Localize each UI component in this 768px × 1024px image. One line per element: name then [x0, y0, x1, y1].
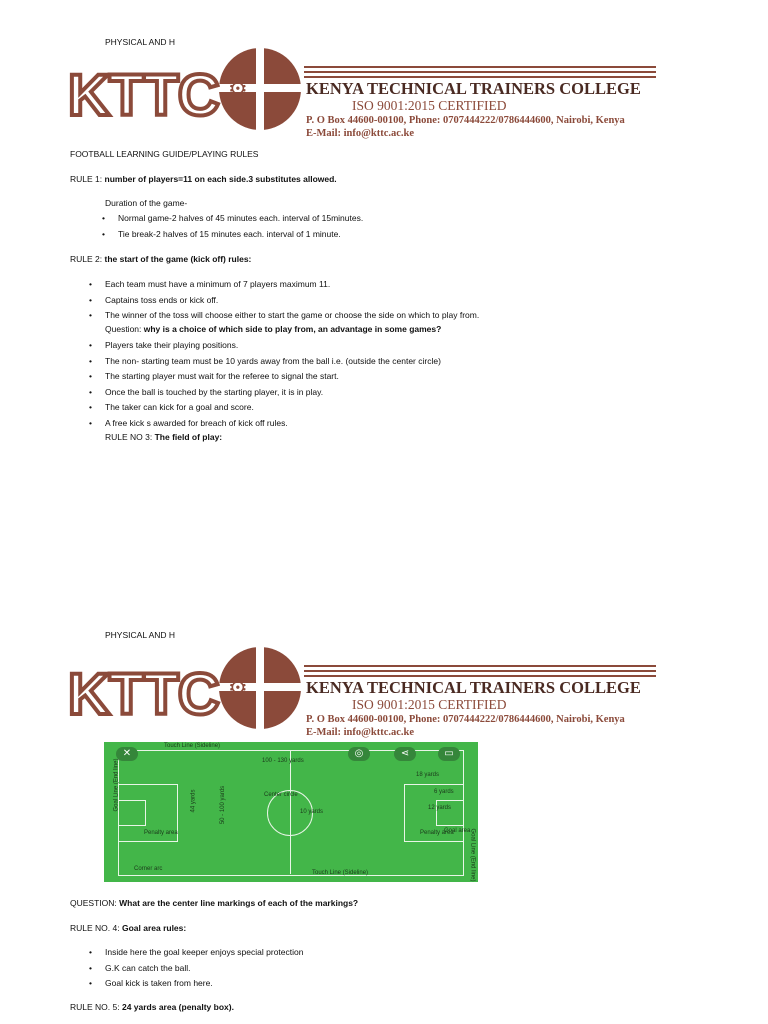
- college-address: P. O Box 44600-00100, Phone: 0707444222/0786444600, Nairobi, Kenya: [306, 714, 625, 725]
- college-name: KENYA TECHNICAL TRAINERS COLLEGE: [306, 79, 641, 98]
- iso-certification: ISO 9001:2015 CERTIFIED: [352, 98, 507, 113]
- six-yards-label: 6 yards: [434, 789, 454, 795]
- rule-5: [70, 1001, 234, 1013]
- list-item-text: Inside here the goal keeper enjoys special protection: [105, 947, 304, 957]
- list-item-text: Each team must have a minimum of 7 players maximum 11.: [105, 279, 331, 289]
- twelve-yards-label: 12 yards: [428, 805, 452, 811]
- question-text: why is a choice of which side to play from, an advantage in some games?: [143, 324, 442, 334]
- iso-certification: ISO 9001:2015 CERTIFIED: [352, 697, 507, 712]
- rule-text: The field of play:: [154, 432, 223, 442]
- college-name: KENYA TECHNICAL TRAINERS COLLEGE: [306, 678, 641, 697]
- list-item-text: Captains toss ends or kick off.: [105, 294, 219, 305]
- center-circle-label: Center circle: [264, 792, 298, 798]
- letterhead-rule: [304, 665, 656, 678]
- touch-line-label: Touch Line (Sideline): [164, 743, 221, 749]
- logo-text: KTTC: [68, 662, 219, 727]
- duration-heading: Duration of the game-: [105, 198, 188, 208]
- list-item: [89, 386, 441, 402]
- penalty-area-label: Penalty area: [420, 830, 454, 836]
- question-label: QUESTION:: [70, 898, 120, 908]
- question-2: [70, 897, 358, 909]
- goal-area-right: [436, 800, 464, 826]
- rule-2: [70, 253, 251, 265]
- list-item: [89, 962, 303, 978]
- list-item-text: Players take their playing positions.: [105, 340, 239, 350]
- gear-icon: ⚙: [228, 675, 248, 700]
- list-item-text: The taker can kick for a goal and score.: [105, 402, 254, 412]
- question-label: Question:: [105, 324, 144, 334]
- list-item-text: A free kick s awarded for breach of kick off rules.: [105, 417, 288, 428]
- list-item: [102, 212, 363, 228]
- goal-line-label: Goal Line (End line): [113, 758, 120, 812]
- football-field-diagram: [104, 742, 478, 882]
- list-item: [89, 417, 441, 433]
- list-item: [89, 355, 441, 371]
- question-1: [105, 323, 441, 335]
- college-address: P. O Box 44600-00100, Phone: 0707444222/0786444600, Nairobi, Kenya: [306, 115, 625, 126]
- rule-label: RULE NO 3:: [105, 432, 155, 442]
- rule-text: 24 yards area (penalty box).: [121, 1002, 234, 1012]
- list-item-text: The non- starting team must be 10 yards away from the ball i.e. (outside the center circle): [105, 355, 441, 366]
- list-item-text: Normal game-2 halves of 45 minutes each. interval of 15minutes.: [118, 213, 364, 223]
- logo-text: KTTC: [68, 63, 219, 128]
- gear-icon: ⚙: [228, 76, 248, 101]
- college-letterhead: [68, 62, 656, 140]
- question-text: What are the center line markings of each of the markings?: [119, 898, 359, 908]
- lens-icon[interactable]: ◎: [348, 747, 370, 761]
- list-item-text: The winner of the toss will choose either to start the game or choose the side on which to play from.: [105, 310, 480, 320]
- list-item: [89, 977, 303, 993]
- doc-title: FOOTBALL LEARNING GUIDE/PLAYING RULES: [70, 149, 259, 159]
- running-head: PHYSICAL AND H: [105, 630, 176, 640]
- corner-arc-label: Corner arc: [134, 866, 163, 872]
- list-item: [89, 401, 441, 417]
- share-icon[interactable]: ⋖: [394, 747, 416, 761]
- list-item-text: Once the ball is touched by the starting player, it is in play.: [105, 386, 324, 397]
- eighteen-yards-label: 18 yards: [416, 772, 440, 778]
- college-email: E-Mail: info@kttc.ac.ke: [306, 727, 415, 738]
- list-item: [89, 370, 441, 386]
- length-label: 100 - 130 yards: [262, 758, 304, 764]
- rule-label: RULE 2:: [70, 254, 105, 264]
- list-item-text: The starting player must wait for the referee to signal the start.: [105, 371, 339, 381]
- goal-area-rules-list: [89, 946, 303, 993]
- kickoff-rules-list-continued: [89, 339, 441, 432]
- list-item: [89, 294, 479, 310]
- close-icon[interactable]: ✕: [116, 747, 138, 761]
- ten-yards-label: 10 yards: [300, 809, 324, 815]
- duration-list: [102, 212, 363, 244]
- running-head: PHYSICAL AND H: [105, 37, 176, 47]
- rule-text: Goal area rules:: [121, 923, 187, 933]
- list-item-text: Tie break-2 halves of 15 minutes each. interval of 1 minute.: [118, 229, 341, 239]
- list-item: [89, 278, 479, 294]
- list-item: [89, 946, 303, 962]
- rule-1: [70, 173, 337, 185]
- kickoff-rules-list: [89, 278, 479, 325]
- touch-line-label: Touch Line (Sideline): [312, 870, 369, 876]
- college-letterhead: [68, 661, 656, 739]
- rule-3: [105, 431, 222, 443]
- penalty-area-label: Penalty area: [144, 830, 178, 836]
- rule-4: [70, 922, 186, 934]
- rule-label: RULE NO. 5:: [70, 1002, 122, 1012]
- list-item-text: G.K can catch the ball.: [105, 962, 191, 973]
- list-item-text: Goal kick is taken from here.: [105, 978, 213, 988]
- rule-label: RULE NO. 4:: [70, 923, 122, 933]
- fortyfour-yards-label: 44 yards: [190, 789, 197, 813]
- rule-label: RULE 1:: [70, 174, 105, 184]
- rule-text: number of players=11 on each side.3 substitutes allowed.: [104, 174, 337, 184]
- college-email: E-Mail: info@kttc.ac.ke: [306, 128, 415, 139]
- bookmark-icon[interactable]: ▭: [438, 747, 460, 761]
- list-item: [89, 339, 441, 355]
- rule-text: the start of the game (kick off) rules:: [104, 254, 252, 264]
- goal-line-label: Goal Line (End line): [469, 828, 476, 882]
- width-label: 50 - 100 yards: [220, 785, 227, 825]
- letterhead-rule: [304, 66, 656, 79]
- list-item: [102, 228, 363, 244]
- goal-area-left: [118, 800, 146, 826]
- goal-area-label: Goal area: [444, 828, 471, 834]
